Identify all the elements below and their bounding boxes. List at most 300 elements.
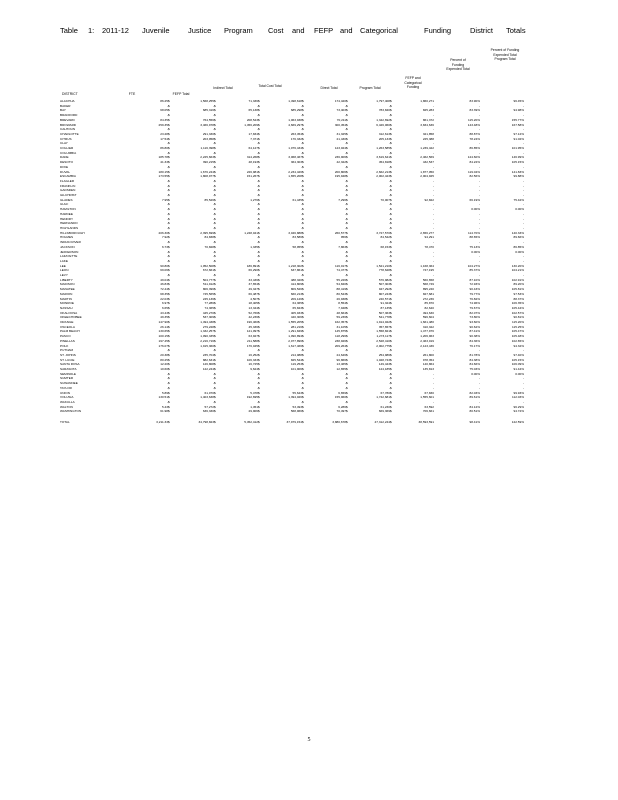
- fte-cell: 26.14: [160, 324, 168, 329]
- amount-cell: -: [256, 376, 258, 381]
- amount-cell: -: [388, 188, 390, 193]
- amount-cell: -: [432, 178, 434, 183]
- percent-program-cell: -: [522, 183, 524, 188]
- dollar-sign: $: [258, 193, 260, 198]
- amount-cell: 1,498,618: [288, 99, 302, 103]
- percent-cell: -: [478, 225, 480, 230]
- amount-cell: 747,195: [422, 268, 434, 273]
- dollar-sign: $: [168, 178, 170, 183]
- amount-cell: 568,966: [290, 409, 302, 414]
- dollar-sign: $: [390, 99, 392, 103]
- dollar-sign: $: [258, 381, 260, 386]
- district-name: CHARLOTTE: [60, 131, 79, 136]
- dollar-sign: $: [346, 258, 348, 263]
- amount-cell: -: [344, 273, 346, 278]
- amount-cell: -: [300, 376, 302, 381]
- dollar-sign: $: [390, 390, 392, 395]
- dollar-sign: $: [258, 338, 260, 343]
- dollar-sign: $: [168, 197, 170, 202]
- dollar-sign: $: [214, 221, 216, 226]
- dollar-sign: $: [346, 352, 348, 357]
- amount-cell: -: [300, 371, 302, 376]
- dollar-sign: $: [214, 146, 216, 151]
- dollar-sign: $: [346, 164, 348, 169]
- amount-cell: 1,116,398: [200, 146, 214, 151]
- percent-program-cell: 96.45%: [513, 99, 524, 103]
- percent-program-cell: 140.33%: [511, 230, 524, 235]
- dollar-sign: $: [302, 376, 304, 381]
- dollar-sign: $: [168, 329, 170, 334]
- district-name: BAKER: [60, 103, 71, 108]
- district-name: LEVY: [60, 273, 68, 278]
- dollar-sign: $: [390, 174, 392, 179]
- fte-cell: 68.35: [160, 291, 168, 296]
- dollar-sign: $: [258, 136, 260, 141]
- amount-cell: 58,955: [292, 244, 302, 249]
- percent-program-cell: 155.77%: [511, 117, 524, 122]
- amount-cell: 91,324: [380, 301, 390, 306]
- percent-program-cell: 86.85%: [513, 244, 524, 249]
- amount-cell: 121,097: [246, 329, 258, 334]
- percent-cell: 78.24%: [469, 136, 480, 141]
- fte-cell: -: [166, 211, 168, 216]
- amount-cell: 84,542: [380, 235, 390, 240]
- amount-cell: -: [256, 235, 258, 240]
- dollar-sign: $: [168, 131, 170, 136]
- title-word-10: District: [470, 26, 493, 35]
- dollar-sign: $: [302, 225, 304, 230]
- dollar-sign: $: [168, 371, 170, 376]
- dollar-sign: $: [258, 230, 260, 235]
- amount-cell: -: [300, 141, 302, 146]
- amount-cell: 1,052,508: [200, 263, 214, 268]
- dollar-sign: $: [390, 343, 392, 348]
- amount-cell: 576,982: [378, 277, 390, 282]
- dollar-sign: $: [346, 174, 348, 179]
- amount-cell: 541,778: [378, 315, 390, 320]
- amount-cell: -: [344, 221, 346, 226]
- fte-cell: 10.60: [160, 367, 168, 372]
- dollar-sign: $: [258, 197, 260, 202]
- amount-cell: -: [432, 258, 434, 263]
- district-name: DADE: [60, 155, 69, 160]
- amount-cell: -: [300, 193, 302, 198]
- district-name: ALACHUA: [60, 99, 75, 103]
- dollar-sign: $: [168, 334, 170, 339]
- amount-cell: -: [344, 258, 346, 263]
- amount-cell: 123,024: [334, 146, 346, 151]
- dollar-sign: $: [168, 268, 170, 273]
- amount-cell: 1,808,977: [200, 174, 214, 179]
- amount-cell: 2,656,277: [420, 230, 434, 235]
- amount-cell: 70,497: [336, 409, 346, 414]
- dollar-sign: $: [390, 258, 392, 263]
- dollar-sign: $: [258, 207, 260, 212]
- percent-program-cell: -: [522, 240, 524, 245]
- amount-cell: 809,526: [290, 287, 302, 292]
- amount-cell: 66,487: [248, 291, 258, 296]
- dollar-sign: $: [346, 287, 348, 292]
- amount-cell: -: [432, 188, 434, 193]
- dollar-sign: $: [258, 258, 260, 263]
- dollar-sign: $: [258, 273, 260, 278]
- dollar-sign: $: [302, 254, 304, 259]
- amount-cell: 13,344: [248, 305, 258, 310]
- district-name: HILLSBOROUGH: [60, 230, 85, 235]
- amount-cell: 53,493: [292, 404, 302, 409]
- amount-cell: 1,206,963: [420, 334, 434, 339]
- amount-cell: 70,211: [336, 117, 346, 122]
- header-categorical-funding: FEFP and Categorical Funding: [404, 76, 422, 90]
- amount-cell: 64,127: [248, 146, 258, 151]
- amount-cell: -: [212, 371, 214, 376]
- dollar-sign: $: [346, 381, 348, 386]
- amount-cell: -: [256, 183, 258, 188]
- percent-cell: 84.36%: [469, 338, 480, 343]
- percent-program-cell: 105.81%: [511, 287, 524, 292]
- dollar-sign: $: [258, 409, 260, 414]
- dollar-sign: $: [390, 221, 392, 226]
- dollar-sign: $: [390, 310, 392, 315]
- dollar-sign: $: [168, 136, 170, 141]
- percent-cell: 0.00%: [471, 249, 480, 254]
- amount-cell: 48,664: [336, 310, 346, 315]
- amount-cell: -: [256, 249, 258, 254]
- dollar-sign: $: [214, 381, 216, 386]
- dollar-sign: $: [302, 155, 304, 160]
- percent-cell: -: [478, 240, 480, 245]
- title-year: 2011-12: [102, 26, 129, 35]
- percent-cell: 88.87%: [469, 131, 480, 136]
- percent-cell: 87.41%: [469, 329, 480, 334]
- amount-cell: -: [212, 193, 214, 198]
- percent-program-cell: 89.20%: [513, 282, 524, 287]
- percent-cell: -: [478, 193, 480, 198]
- amount-cell: 1,394,026: [288, 395, 302, 400]
- amount-cell: -: [388, 216, 390, 221]
- amount-cell: -: [256, 164, 258, 169]
- fte-cell: -: [166, 348, 168, 353]
- dollar-sign: $: [258, 400, 260, 404]
- district-name: DIXIE: [60, 164, 69, 169]
- dollar-sign: $: [214, 99, 216, 103]
- amount-cell: -: [212, 254, 214, 259]
- amount-cell: -: [300, 113, 302, 118]
- amount-cell: 895,240: [422, 287, 434, 292]
- amount-cell: 7,863: [338, 244, 346, 249]
- dollar-sign: $: [168, 324, 170, 329]
- fte-cell: 49.04: [160, 277, 168, 282]
- district-name: MADISON: [60, 282, 75, 287]
- dollar-sign: $: [214, 409, 216, 414]
- amount-cell: -: [256, 150, 258, 155]
- fte-cell: 61.98: [160, 409, 168, 414]
- amount-cell: -: [256, 348, 258, 353]
- amount-cell: 68,153: [380, 244, 390, 249]
- amount-cell: -: [256, 193, 258, 198]
- dollar-sign: $: [168, 230, 170, 235]
- percent-cell: 82.03%: [469, 390, 480, 395]
- fte-cell: 22.03: [160, 296, 168, 301]
- amount-cell: -: [212, 141, 214, 146]
- amount-cell: 74,477: [336, 268, 346, 273]
- dollar-sign: $: [214, 113, 216, 118]
- dollar-sign: $: [390, 141, 392, 146]
- amount-cell: -: [256, 385, 258, 390]
- amount-cell: 61,070: [204, 390, 214, 395]
- amount-cell: -: [432, 103, 434, 108]
- amount-cell: -: [256, 254, 258, 259]
- header-total-cost: Total Cost Total: [258, 84, 282, 88]
- dollar-sign: $: [390, 334, 392, 339]
- amount-cell: 1,218,302: [288, 263, 302, 268]
- amount-cell: 5,452,412: [244, 420, 258, 425]
- percent-cell: -: [478, 221, 480, 226]
- amount-cell: 48,193: [248, 160, 258, 165]
- amount-cell: -: [432, 211, 434, 216]
- dollar-sign: $: [390, 348, 392, 353]
- amount-cell: -: [388, 183, 390, 188]
- amount-cell: -: [388, 376, 390, 381]
- amount-cell: -: [388, 103, 390, 108]
- dollar-sign: $: [302, 249, 304, 254]
- dollar-sign: $: [302, 122, 304, 127]
- dollar-sign: $: [168, 282, 170, 287]
- percent-cell: -: [478, 258, 480, 263]
- header-program-total: Program Total: [359, 86, 381, 90]
- amount-cell: -: [300, 221, 302, 226]
- dollar-sign: $: [302, 310, 304, 315]
- dollar-sign: $: [258, 216, 260, 221]
- dollar-sign: $: [168, 221, 170, 226]
- dollar-sign: $: [214, 310, 216, 315]
- amount-cell: 61,435: [292, 197, 302, 202]
- dollar-sign: $: [214, 338, 216, 343]
- dollar-sign: $: [258, 371, 260, 376]
- dollar-sign: $: [214, 357, 216, 362]
- percent-program-cell: 97.12%: [513, 131, 524, 136]
- amount-cell: -: [432, 225, 434, 230]
- percent-program-cell: 102.91%: [511, 277, 524, 282]
- percent-cell: 84.22%: [469, 160, 480, 165]
- dollar-sign: $: [258, 141, 260, 146]
- fte-cell: 72.44: [160, 287, 168, 292]
- district-name: SANTA ROSA: [60, 362, 80, 367]
- dollar-sign: $: [258, 291, 260, 296]
- district-name: CALHOUN: [60, 127, 76, 132]
- dollar-sign: $: [168, 320, 170, 325]
- header-direct-total: Direct Total: [320, 86, 338, 90]
- percent-program-cell: -: [522, 178, 524, 183]
- amount-cell: 118,296: [335, 334, 346, 339]
- dollar-sign: $: [214, 169, 216, 174]
- amount-cell: 1,477,976: [420, 329, 434, 334]
- amount-cell: 77,286: [204, 301, 214, 306]
- percent-program-cell: 106.09%: [511, 362, 524, 367]
- percent-cell: 90.43%: [469, 287, 480, 292]
- percent-program-cell: -: [522, 188, 524, 193]
- district-name: PINELLAS: [60, 338, 75, 343]
- amount-cell: 978,354: [422, 357, 434, 362]
- title-word-6: FEFP: [314, 26, 334, 35]
- dollar-sign: $: [168, 254, 170, 259]
- fte-cell: -: [166, 273, 168, 278]
- dollar-sign: $: [214, 367, 216, 372]
- percent-program-cell: -: [522, 216, 524, 221]
- district-name: OKALOOSA: [60, 310, 78, 315]
- percent-cell: 79.77%: [469, 291, 480, 296]
- dollar-sign: $: [390, 169, 392, 174]
- dollar-sign: $: [214, 244, 216, 249]
- amount-cell: 1,291,849: [288, 329, 302, 334]
- district-name: UNION: [60, 390, 70, 395]
- dollar-sign: $: [302, 277, 304, 282]
- dollar-sign: $: [390, 329, 392, 334]
- amount-cell: 685,316: [202, 108, 214, 113]
- dollar-sign: $: [302, 273, 304, 278]
- dollar-sign: $: [346, 348, 348, 353]
- dollar-sign: $: [258, 244, 260, 249]
- district-name: HENDRY: [60, 216, 74, 221]
- dollar-sign: $: [258, 268, 260, 273]
- amount-cell: 3,834,636: [420, 122, 434, 127]
- amount-cell: 6,426,060: [376, 122, 390, 127]
- amount-cell: -: [256, 141, 258, 146]
- amount-cell: 7,296: [338, 197, 346, 202]
- amount-cell: 122,244: [202, 367, 214, 372]
- percent-program-cell: 146.99%: [511, 155, 524, 160]
- dollar-sign: $: [302, 136, 304, 141]
- district-name: ESCAMBIA: [60, 174, 76, 179]
- dollar-sign: $: [214, 183, 216, 188]
- amount-cell: -: [432, 240, 434, 245]
- dollar-sign: $: [168, 273, 170, 278]
- dollar-sign: $: [302, 381, 304, 386]
- amount-cell: -: [256, 240, 258, 245]
- amount-cell: -: [388, 258, 390, 263]
- dollar-sign: $: [302, 371, 304, 376]
- amount-cell: 17,834: [248, 131, 258, 136]
- amount-cell: -: [256, 103, 258, 108]
- percent-program-cell: -: [522, 150, 524, 155]
- dollar-sign: $: [214, 188, 216, 193]
- title-word-8: Categorical: [360, 26, 398, 35]
- dollar-sign: $: [390, 362, 392, 367]
- amount-cell: -: [344, 103, 346, 108]
- dollar-sign: $: [390, 273, 392, 278]
- dollar-sign: $: [168, 296, 170, 301]
- dollar-sign: $: [390, 352, 392, 357]
- amount-cell: 1,456,209: [244, 122, 258, 127]
- dollar-sign: $: [390, 131, 392, 136]
- amount-cell: -: [300, 188, 302, 193]
- fte-cell: 90.80: [160, 263, 168, 268]
- dollar-sign: $: [302, 404, 304, 409]
- percent-cell: 104.27%: [467, 263, 480, 268]
- dollar-sign: $: [346, 178, 348, 183]
- dollar-sign: $: [346, 131, 348, 136]
- percent-program-cell: 101.95%: [511, 146, 524, 151]
- dollar-sign: $: [346, 409, 348, 414]
- dollar-sign: $: [346, 268, 348, 273]
- amount-cell: -: [256, 127, 258, 132]
- dollar-sign: $: [214, 291, 216, 296]
- dollar-sign: $: [302, 108, 304, 113]
- dollar-sign: $: [346, 221, 348, 226]
- dollar-sign: $: [258, 352, 260, 357]
- amount-cell: 281,216: [290, 324, 302, 329]
- dollar-sign: $: [346, 99, 348, 103]
- amount-cell: 42,322: [336, 160, 346, 165]
- dollar-sign: $: [168, 127, 170, 132]
- dollar-sign: $: [346, 324, 348, 329]
- dollar-sign: $: [390, 324, 392, 329]
- dollar-sign: $: [346, 146, 348, 151]
- dollar-sign: $: [258, 183, 260, 188]
- amount-cell: -: [432, 193, 434, 198]
- percent-cell: -: [478, 254, 480, 259]
- amount-cell: -: [432, 216, 434, 221]
- dollar-sign: $: [302, 263, 304, 268]
- dollar-sign: $: [390, 301, 392, 306]
- fte-cell: 46.83: [160, 282, 168, 287]
- percent-program-cell: 105.15%: [511, 160, 524, 165]
- amount-cell: -: [212, 202, 214, 207]
- dollar-sign: $: [302, 127, 304, 132]
- district-name: COLLIER: [60, 146, 74, 151]
- dollar-sign: $: [390, 400, 392, 404]
- dollar-sign: $: [302, 282, 304, 287]
- percent-program-cell: 0.00%: [515, 371, 524, 376]
- percent-cell: 143.48%: [467, 122, 480, 127]
- amount-cell: -: [344, 400, 346, 404]
- amount-cell: 9,624: [250, 367, 258, 372]
- district-name: SUMTER: [60, 376, 74, 381]
- dollar-sign: $: [168, 287, 170, 292]
- amount-cell: 85,526: [204, 197, 214, 202]
- amount-cell: 52,766: [248, 310, 258, 315]
- amount-cell: 200,806: [334, 169, 346, 174]
- dollar-sign: $: [346, 183, 348, 188]
- percent-program-cell: 106.35%: [511, 301, 524, 306]
- amount-cell: -: [388, 273, 390, 278]
- fte-cell: -: [166, 249, 168, 254]
- dollar-sign: $: [302, 338, 304, 343]
- amount-cell: 211,588: [247, 338, 258, 343]
- dollar-sign: $: [258, 296, 260, 301]
- dollar-sign: $: [390, 183, 392, 188]
- amount-cell: 6,659: [338, 390, 346, 395]
- fte-cell: -: [166, 225, 168, 230]
- amount-cell: 225,388: [422, 136, 434, 141]
- amount-cell: -: [344, 193, 346, 198]
- header-indirect-total: Indirect Total: [213, 86, 233, 90]
- dollar-sign: $: [390, 230, 392, 235]
- dollar-sign: $: [214, 277, 216, 282]
- amount-cell: -: [344, 371, 346, 376]
- percent-program-cell: 94.32%: [513, 343, 524, 348]
- district-name: MONROE: [60, 301, 74, 306]
- dollar-sign: $: [302, 160, 304, 165]
- amount-cell: 73,403: [336, 108, 346, 113]
- table-title: [60, 26, 580, 35]
- dollar-sign: $: [214, 174, 216, 179]
- fte-cell: 6.73: [161, 244, 168, 249]
- dollar-sign: $: [346, 338, 348, 343]
- amount-cell: -: [388, 202, 390, 207]
- dollar-sign: $: [390, 367, 392, 372]
- amount-cell: 494,630: [422, 310, 434, 315]
